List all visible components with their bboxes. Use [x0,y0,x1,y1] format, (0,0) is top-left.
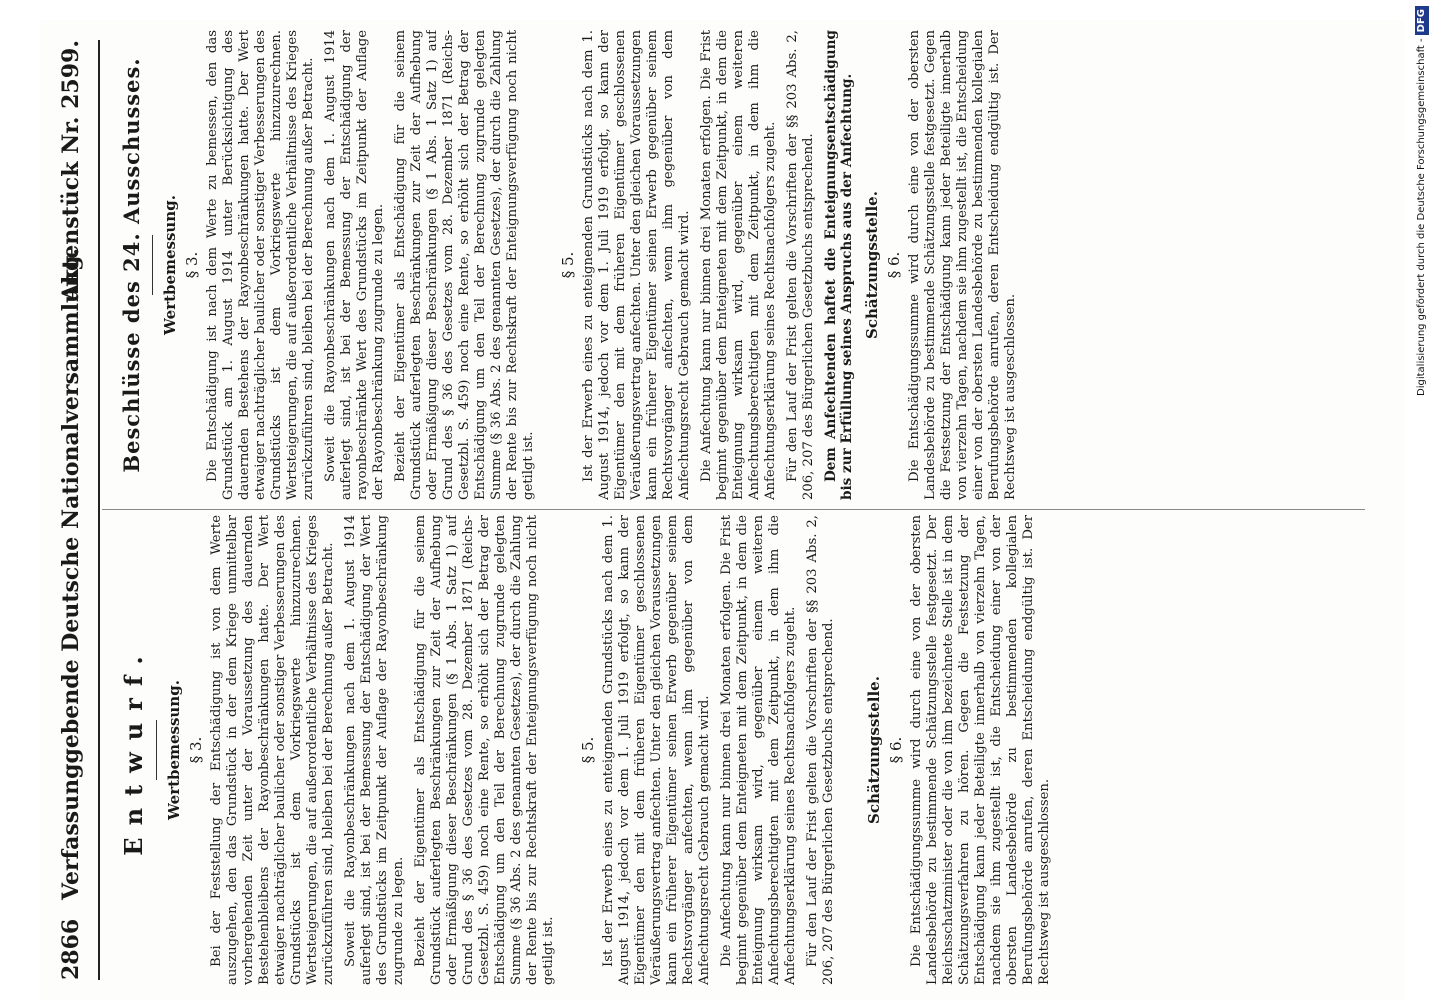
title-rule [152,235,153,295]
column-title: Beschlüsse des 24. Ausschusses. [119,57,144,473]
paragraph-text: Bei der Feststellung der Entschädigung ist von dem Werte auszugehen, den das Grundstück in der dem Kriege unmittelbar vorhergehenden Zeit unter der Voraussetzung des dauernden Bestehenbleibens der Rayonbeschränkungen hatte. Der Wert etwaiger nachträglicher baulicher oder sonstiger Verbesserungen des Grundstücks ist dem Vorkriegswerte hinzuzurechnen. Wertsteigerungen, die auf außerordentliche Verhältnisse des Krieges zurückzuführen sind, bleiben bei der Berechnung außer Betracht. [209,515,336,985]
paragraph-text: Für den Lauf der Frist gelten die Vorschriften der §§ 203 Abs. 2, 206, 207 des Bürgerlichen Gesetzbuchs entsprechend. [785,30,816,500]
paragraph-sign: § 6. [885,251,903,279]
column-divider [102,509,1365,510]
paragraph-text: Die Entschädigungssumme wird durch eine von der obersten Landesbehörde zu bestimmende Schätzungsstelle festgesetzt. Der Reichsschatzminister oder die von ihm bezeichnete Stelle ist in dem Schätzungsverfahren zu hören. Gegen die Festsetzung der Entschädigung kann jeder Beteiligte innerhalb von vierzehn Tagen, nachdem sie ihm zugestellt ist, die Entscheidung einer von der obersten Landesbehörde zu bestimmenden kollegialen Berufungsbehörde anrufen, deren Entscheidung endgültig ist. Der Rechtsweg ist ausgeschlossen. [909,515,1052,985]
paragraph-sign: § 3. [183,251,201,279]
paragraph-text: Ist der Erwerb eines zu enteignenden Grundstücks nach dem 1. August 1914, jedoch vor dem 1. Juli 1919 erfolgt, so kann der Eigentümer den mit dem früheren Eigentümer geschlossenen Veräußerungsvertrag anfechten. Unter den gleichen Voraussetzungen kann ein früherer Eigentümer seinen Erwerb gegenüber seinem Rechtsvorgänger anfechten, wenn ihm gegenüber von dem Anfechtungsrecht Gebrauch gemacht wird. [601,515,712,985]
paragraph-text: Soweit die Rayonbeschränkungen nach dem 1. August 1914 auferlegt sind, ist bei der Bemessung der Entschädigung der Wert des Grundstücks im Zeitpunkt der Auflage der Rayonbeschränkung zugrunde zu legen. [343,515,406,985]
paragraph-text: Ist der Erwerb eines zu enteignenden Grundstücks nach dem 1. August 1914, jedoch vor dem 1. Juli 1919 erfolgt, so kann der Eigentümer den mit dem früheren Eigentümer geschlossenen Veräußerungsvertrag anfechten. Unter den gleichen Voraussetzungen kann ein früherer Eigentümer seinen Erwerb gegenüber seinem Rechtsvorgänger anfechten, wenn ihm gegenüber von dem Anfechtungsrecht Gebrauch gemacht wird. [581,30,692,500]
document-number: Aktenstück Nr. 2599. [58,40,84,302]
paragraph-sign: § 5. [559,251,577,279]
amendment-text: Dem Anfechtenden haftet die Enteignungsentschädigung bis zur Erfüllung seines Anspruchs aus der Anfechtung. [823,30,855,500]
column-title: Entwurf. [119,644,148,856]
title-rule [156,720,157,780]
paragraph-text: Soweit die Rayonbeschränkungen nach dem 1. August 1914 auferlegt sind, ist bei der Bemessung der Entschädigung der rayonbeschränkte Wert des Grundstücks im Zeitpunkt der Auflage der Rayonbeschränkung zugrunde zu legen. [323,30,386,500]
dfg-logo: DFG [1415,6,1429,35]
section-heading: Schätzungsstelle. [863,191,881,339]
paragraph-text: Die Entschädigungssumme wird durch eine von der obersten Landesbehörde zu bestimmende Schätzungsstelle festgesetzt. Gegen die Festsetzung der Entschädigung kann jeder Beteiligte innerhalb von vierzehn Tagen, nachdem sie ihm zugestellt ist, die Entscheidung einer von der obersten Landesbehörde zu bestimmenden kollegialen Berufungsbehörde anrufen, deren Entscheidung endgültig ist. Der Rechtsweg ist ausgeschlossen. [907,30,1018,500]
paragraph-text: Bezieht der Eigentümer als Entschädigung für die seinem Grundstück auferlegten Beschränkungen zur Zeit der Aufhebung oder Ermäßigung dieser Beschränkungen (§ 1 Abs. 1 Satz 1) auf Grund des § 36 des Gesetzes vom 28. Dezember 1871 (Reichs-Gesetzbl. S. 459) noch eine Rente, so erhöht sich der Betrag der Entschädigung um den Teil der Berechnung zugrunde gelegten Summe (§ 36 Abs. 2 des genannten Gesetzes), der durch die Zahlung der Rente bis zur Rechtskraft der Enteignungsverfügung noch nicht getilgt ist. [413,515,556,985]
paragraph-sign: § 3. [187,736,205,764]
page-number: 2866 [58,918,84,980]
paragraph-sign: § 6. [887,736,905,764]
digitization-credit [1413,6,1431,994]
section-heading: Wertbemessung. [165,680,183,820]
section-heading: Wertbemessung. [161,195,179,335]
header-rule [98,40,100,980]
paragraph-text: Für den Lauf der Frist gelten die Vorschriften der §§ 203 Abs. 2, 206, 207 des Bürgerlichen Gesetzbuchs entsprechend. [805,515,836,985]
paragraph-sign: § 5. [579,736,597,764]
paragraph-text: Die Anfechtung kann nur binnen drei Monaten erfolgen. Die Frist beginnt gegenüber dem Enteigneten mit dem Zeitpunkt, in dem die Enteignung wirksam wird, gegenüber einem weiteren Anfechtungsberechtigten mit dem Zeitpunkt, in dem ihm die Anfechtungserklärung seines Rechtsnachfolgers zugeht. [719,515,798,985]
section-heading: Schätzungsstelle. [865,676,883,824]
page-header [58,40,92,980]
credit-text: Digitalisierung gefördert durch die Deutsche Forschungsgemeinschaft - [1416,38,1427,396]
assembly-title: Verfassunggebende Deutsche Nationalversammlung. [58,247,84,900]
paragraph-text: Die Entschädigung ist nach dem Werte zu bemessen, den das Grundstück am 1. August 1914 unter Berücksichtigung des dauernden Bestehens der Rayonbeschränkungen hatte. Der Wert etwaiger nachträglicher baulicher oder sonstiger Verbesserungen des Grundstücks ist dem Vorkriegswerte hinzuzurechnen. Wertsteigerungen, die auf außerordentliche Verhältnisse des Krieges zurückzuführen sind, bleiben bei der Berechnung außer Betracht. [205,30,316,500]
paragraph-text: Die Anfechtung kann nur binnen drei Monaten erfolgen. Die Frist beginnt gegenüber dem Enteigneten mit dem Zeitpunkt, in dem die Enteignung wirksam wird, gegenüber einem weiteren Anfechtungsberechtigten mit dem Zeitpunkt, in dem ihm die Anfechtungserklärung seines Rechtsnachfolgers zugeht. [699,30,778,500]
rotated-page [40,20,1405,1000]
column-entwurf [115,515,1375,985]
paragraph-text: Bezieht der Eigentümer als Entschädigung für die seinem Grundstück auferlegten Beschränkungen zur Zeit der Aufhebung oder Ermäßigung dieser Beschränkungen (§ 1 Abs. 1 Satz 1) auf Grund des § 36 des Gesetzes vom 28. Dezember 1871 (Reichs-Gesetzbl. S. 459) noch eine Rente, so erhöht sich der Betrag der Entschädigung um den Teil der Berechnung zugrunde gelegten Summe (§ 36 Abs. 2 des genannten Gesetzes), der durch die Zahlung der Rente bis zur Rechtskraft der Enteignungsverfügung noch nicht getilgt ist. [393,30,536,500]
column-beschluesse [115,30,1375,500]
